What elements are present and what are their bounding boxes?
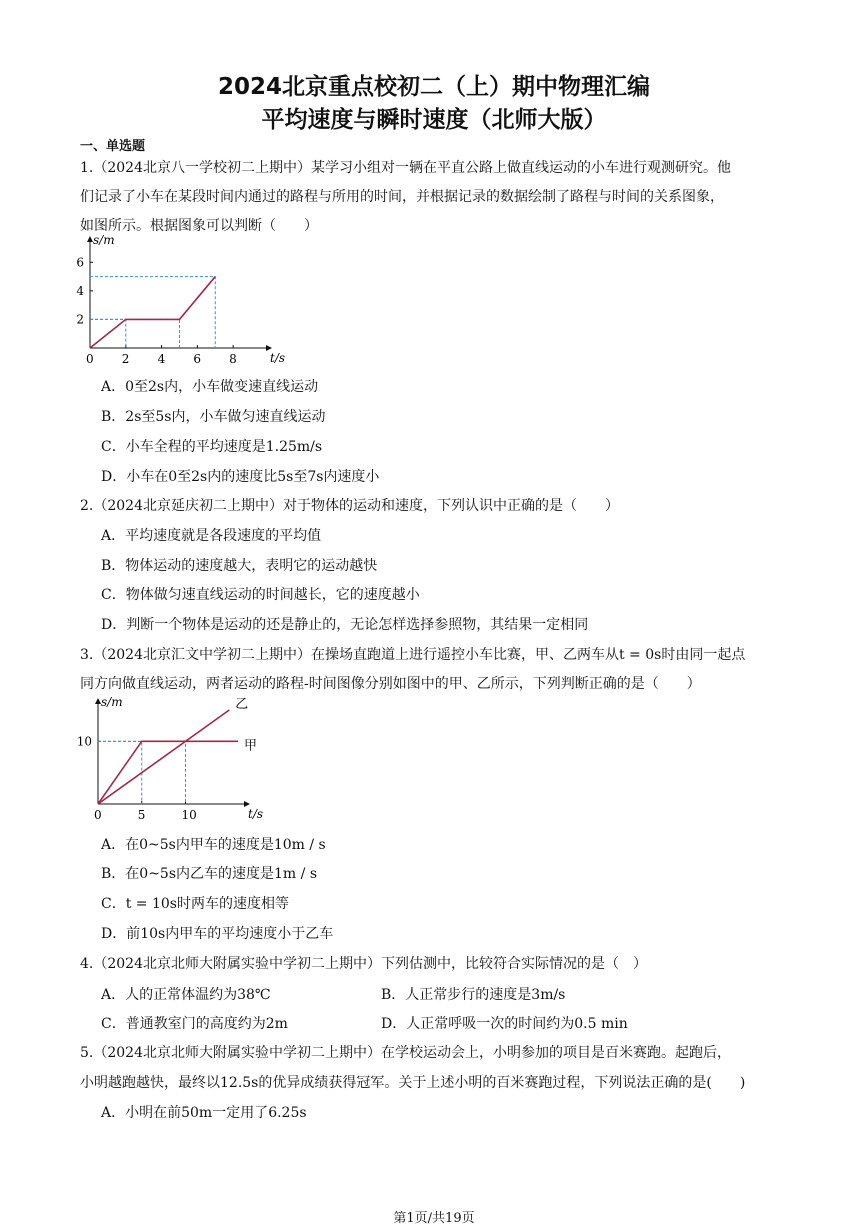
- q4-stem: 4.（2024北京北师大附属实验中学初二上期中）下列估测中，比较符合实际情况的是（ ）: [80, 956, 647, 972]
- q3-stem-line1: 3.（2024北京汇文中学初二上期中）在操场直跑道上进行遥控小车比赛，甲、乙两车从t = 0s时由同一起点: [80, 647, 746, 663]
- y-axis-label: s/m: [93, 233, 115, 247]
- q1-option-b: B．2s至5s内，小车做匀速直线运动: [101, 409, 326, 425]
- q5-stem-line1: 5.（2024北京北师大附属实验中学初二上期中）在学校运动会上，小明参加的项目是百米赛跑。起跑后，: [80, 1045, 731, 1061]
- page-footer: 第1页/共19页: [393, 1211, 475, 1226]
- x-tick-label: 5: [137, 808, 146, 822]
- q2-option-b: B．物体运动的速度越大，表明它的运动越快: [101, 558, 378, 574]
- document-subtitle: 平均速度与瞬时速度（北师大版）: [261, 107, 607, 133]
- series-line-0: [98, 741, 238, 804]
- x-tick-label: 6: [193, 352, 202, 366]
- q1-distance-time-chart: [76, 233, 286, 370]
- q2-option-a: A．平均速度就是各段速度的平均值: [101, 528, 322, 544]
- document-title: 2024北京重点校初二（上）期中物理汇编: [217, 74, 650, 100]
- series-label: 乙: [235, 697, 249, 712]
- q3-option-b: B．在0~5s内乙车的速度是1m / s: [101, 866, 318, 882]
- x-tick-label: 2: [121, 352, 130, 366]
- q3-option-d: D．前10s内甲车的平均速度小于乙车: [101, 926, 334, 942]
- guide-line: [90, 277, 215, 348]
- x-tick-label: 8: [229, 352, 237, 366]
- q1-stem-line2: 们记录了小车在某段时间内通过的路程与所用的时间，并根据记录的数据绘制了路程与时间的关系图象，: [80, 189, 724, 205]
- q3-option-a: A．在0~5s内甲车的速度是10m / s: [101, 837, 326, 853]
- section-heading: 一、单选题: [80, 139, 146, 154]
- y-tick-label: 6: [76, 255, 84, 270]
- series-line-1: [98, 710, 229, 804]
- q1-option-d: D．小车在0至2s内的速度比5s至7s内速度小: [101, 469, 380, 485]
- x-axis-label: t/s: [270, 351, 286, 365]
- q2-option-d: D．判断一个物体是运动的还是静止的，无论怎样选择参照物，其结果一定相同: [101, 617, 589, 633]
- x-tick-label: 4: [157, 352, 166, 366]
- q3-option-c: C．t = 10s时两车的速度相等: [101, 896, 289, 912]
- series-line-0: [90, 277, 215, 348]
- x-tick-label: 10: [181, 808, 197, 822]
- q2-option-c: C．物体做匀速直线运动的时间越长，它的速度越小: [101, 587, 420, 603]
- q4-option-a: A．人的正常体温约为38℃: [101, 987, 271, 1003]
- x-tick-label: 0: [86, 352, 94, 366]
- guide-line: [90, 319, 179, 348]
- q1-option-c: C．小车全程的平均速度是1.25m/s: [101, 439, 323, 455]
- q2-stem: 2.（2024北京延庆初二上期中）对于物体的运动和速度，下列认识中正确的是（ ）: [80, 498, 619, 514]
- q4-option-d: D．人正常呼吸一次的时间约为0.5 min: [381, 1016, 628, 1032]
- q3-distance-time-chart: [76, 695, 270, 828]
- x-axis-label: t/s: [248, 807, 264, 821]
- q5-stem-line2: 小明越跑越快，最终以12.5s的优异成绩获得冠军。关于上述小明的百米赛跑过程，下列说法正确的是( ): [80, 1075, 746, 1091]
- x-tick-label: 0: [94, 808, 102, 822]
- q1-stem-line3: 如图所示。根据图象可以判断（ ）: [80, 218, 318, 234]
- y-axis-label: s/m: [101, 695, 123, 709]
- y-tick-label: 4: [76, 283, 84, 298]
- y-tick-label: 2: [76, 312, 84, 327]
- q1-option-a: A．0至2s内，小车做变速直线运动: [101, 379, 319, 395]
- series-label: 甲: [244, 738, 258, 754]
- q4-option-b: B．人正常步行的速度是3m/s: [381, 987, 566, 1003]
- y-tick-label: 10: [76, 734, 92, 749]
- q5-option-a: A．小明在前50m一定用了6.25s: [101, 1105, 307, 1121]
- q3-stem-line2: 同方向做直线运动，两者运动的路程-时间图像分别如图中的甲、乙所示，下列判断正确的是（ ）: [80, 676, 701, 692]
- q1-stem-line1: 1.（2024北京八一学校初二上期中）某学习小组对一辆在平直公路上做直线运动的小车进行观测研究。他: [80, 160, 731, 176]
- q4-option-c: C．普通教室门的高度约为2m: [101, 1016, 288, 1032]
